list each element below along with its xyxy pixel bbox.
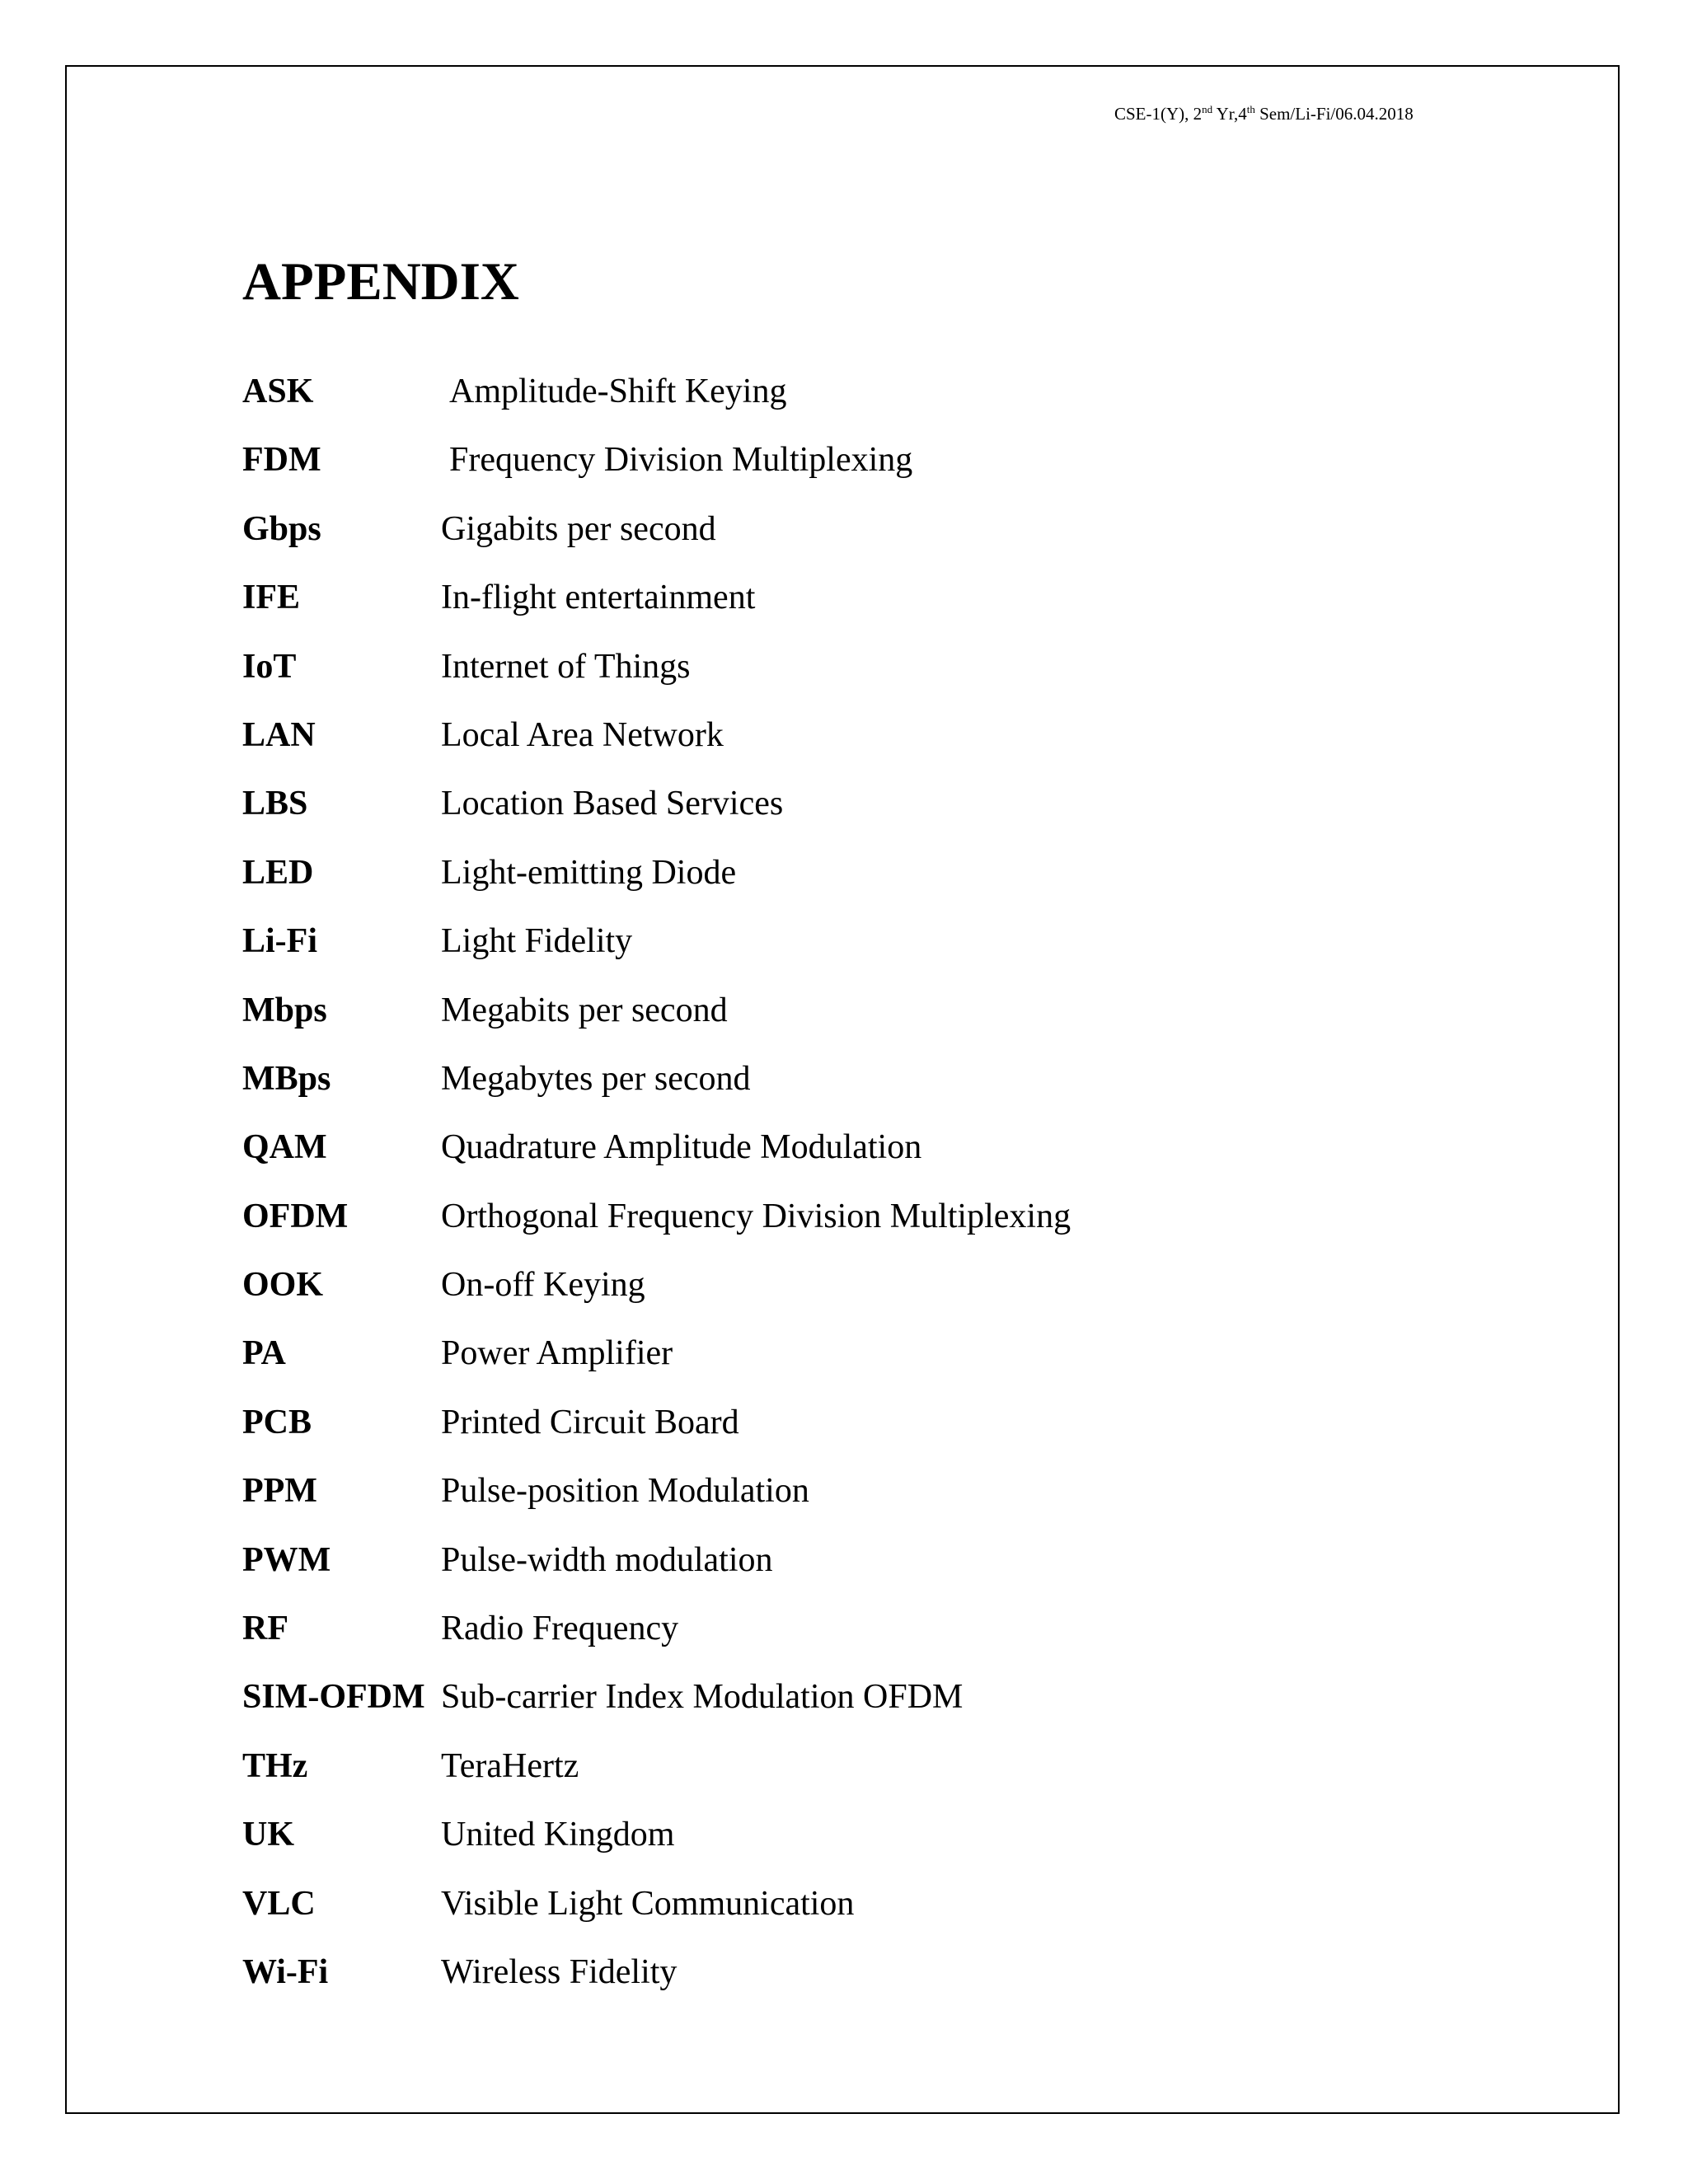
abbreviation-term: PWM — [242, 1540, 331, 1579]
abbreviation-term: VLC — [242, 1884, 316, 1923]
abbreviation-definition: Location Based Services — [441, 785, 784, 823]
abbreviation-row — [242, 778, 1479, 846]
abbreviation-definition: Light Fidelity — [441, 922, 633, 961]
abbreviation-term: PCB — [242, 1403, 312, 1441]
abbreviation-row — [242, 1259, 1479, 1328]
abbreviation-term: LBS — [242, 785, 308, 823]
abbreviation-list — [242, 366, 1479, 2015]
abbreviation-term: THz — [242, 1746, 308, 1785]
abbreviation-term: ASK — [242, 373, 314, 410]
reference-superscript-nd: nd — [1202, 103, 1213, 115]
abbreviation-definition: Local Area Network — [441, 715, 724, 754]
abbreviation-definition: Radio Frequency — [441, 1610, 679, 1648]
abbreviation-definition: Orthogonal Frequency Division Multiplexing — [441, 1197, 1071, 1235]
abbreviation-term: LAN — [242, 715, 316, 754]
abbreviation-row — [242, 1328, 1479, 1396]
abbreviation-row — [242, 1535, 1479, 1603]
abbreviation-term: LED — [242, 853, 314, 892]
abbreviation-definition: Power Amplifier — [441, 1334, 673, 1373]
reference-suffix: Sem/Li-Fi/06.04.2018 — [1254, 104, 1414, 124]
abbreviation-row — [242, 1122, 1479, 1190]
abbreviation-definition: United Kingdom — [441, 1816, 675, 1854]
abbreviation-definition: Megabytes per second — [441, 1059, 751, 1098]
abbreviation-definition: Sub-carrier Index Modulation OFDM — [441, 1678, 964, 1717]
abbreviation-term: MBps — [242, 1059, 331, 1098]
abbreviation-row — [242, 504, 1479, 572]
abbreviation-term: Gbps — [242, 509, 321, 548]
abbreviation-definition: Quadrature Amplitude Modulation — [441, 1128, 922, 1167]
abbreviation-term: PPM — [242, 1472, 317, 1511]
abbreviation-row — [242, 847, 1479, 916]
abbreviation-term: Mbps — [242, 991, 327, 1029]
abbreviation-row — [242, 1603, 1479, 1671]
abbreviation-definition: Visible Light Communication — [441, 1884, 855, 1923]
abbreviation-row — [242, 1053, 1479, 1122]
abbreviation-term: IoT — [242, 647, 297, 686]
abbreviation-definition: TeraHertz — [441, 1746, 579, 1785]
abbreviation-definition: Frequency Division Multiplexing — [449, 441, 913, 480]
abbreviation-row — [242, 1878, 1479, 1947]
abbreviation-term: Wi-Fi — [242, 1952, 329, 1991]
abbreviation-term: Li-Fi — [242, 922, 317, 961]
abbreviation-term: RF — [242, 1610, 288, 1648]
abbreviation-row — [242, 1465, 1479, 1534]
abbreviation-definition: Pulse-position Modulation — [441, 1472, 809, 1511]
abbreviation-definition: Wireless Fidelity — [441, 1952, 678, 1991]
abbreviation-definition: Printed Circuit Board — [441, 1403, 739, 1441]
abbreviation-term: OOK — [242, 1266, 324, 1305]
page-title: APPENDIX — [242, 252, 519, 312]
abbreviation-row — [242, 985, 1479, 1053]
abbreviation-row — [242, 1947, 1479, 2015]
abbreviation-term: PA — [242, 1334, 286, 1373]
abbreviation-definition: Internet of Things — [441, 647, 691, 686]
abbreviation-row — [242, 1809, 1479, 1877]
reference-prefix: CSE-1(Y), 2 — [1114, 104, 1203, 124]
abbreviation-row — [242, 710, 1479, 778]
abbreviation-term: IFE — [242, 579, 301, 617]
reference-middle: Yr,4 — [1212, 104, 1247, 124]
abbreviation-row — [242, 1741, 1479, 1809]
abbreviation-row — [242, 572, 1479, 640]
abbreviation-definition: Pulse-width modulation — [441, 1540, 773, 1579]
abbreviation-definition: Amplitude-Shift Keying — [449, 373, 787, 410]
abbreviation-row — [242, 1397, 1479, 1465]
abbreviation-definition: Megabits per second — [441, 991, 728, 1029]
abbreviation-row — [242, 1191, 1479, 1259]
abbreviation-row — [242, 434, 1479, 503]
abbreviation-row — [242, 641, 1479, 710]
abbreviation-term: SIM-OFDM — [242, 1678, 425, 1717]
abbreviation-definition: Gigabits per second — [441, 509, 716, 548]
abbreviation-definition: In-flight entertainment — [441, 579, 756, 617]
abbreviation-row — [242, 1671, 1479, 1740]
abbreviation-definition: On-off Keying — [441, 1266, 645, 1305]
abbreviation-row — [242, 916, 1479, 984]
abbreviation-term: UK — [242, 1816, 294, 1854]
abbreviation-row — [242, 366, 1479, 434]
abbreviation-term: QAM — [242, 1128, 327, 1167]
reference-superscript-th: th — [1246, 103, 1255, 115]
document-reference — [1114, 104, 1414, 124]
abbreviation-term: FDM — [242, 441, 321, 480]
abbreviation-term: OFDM — [242, 1197, 349, 1235]
abbreviation-definition: Light-emitting Diode — [441, 853, 737, 892]
